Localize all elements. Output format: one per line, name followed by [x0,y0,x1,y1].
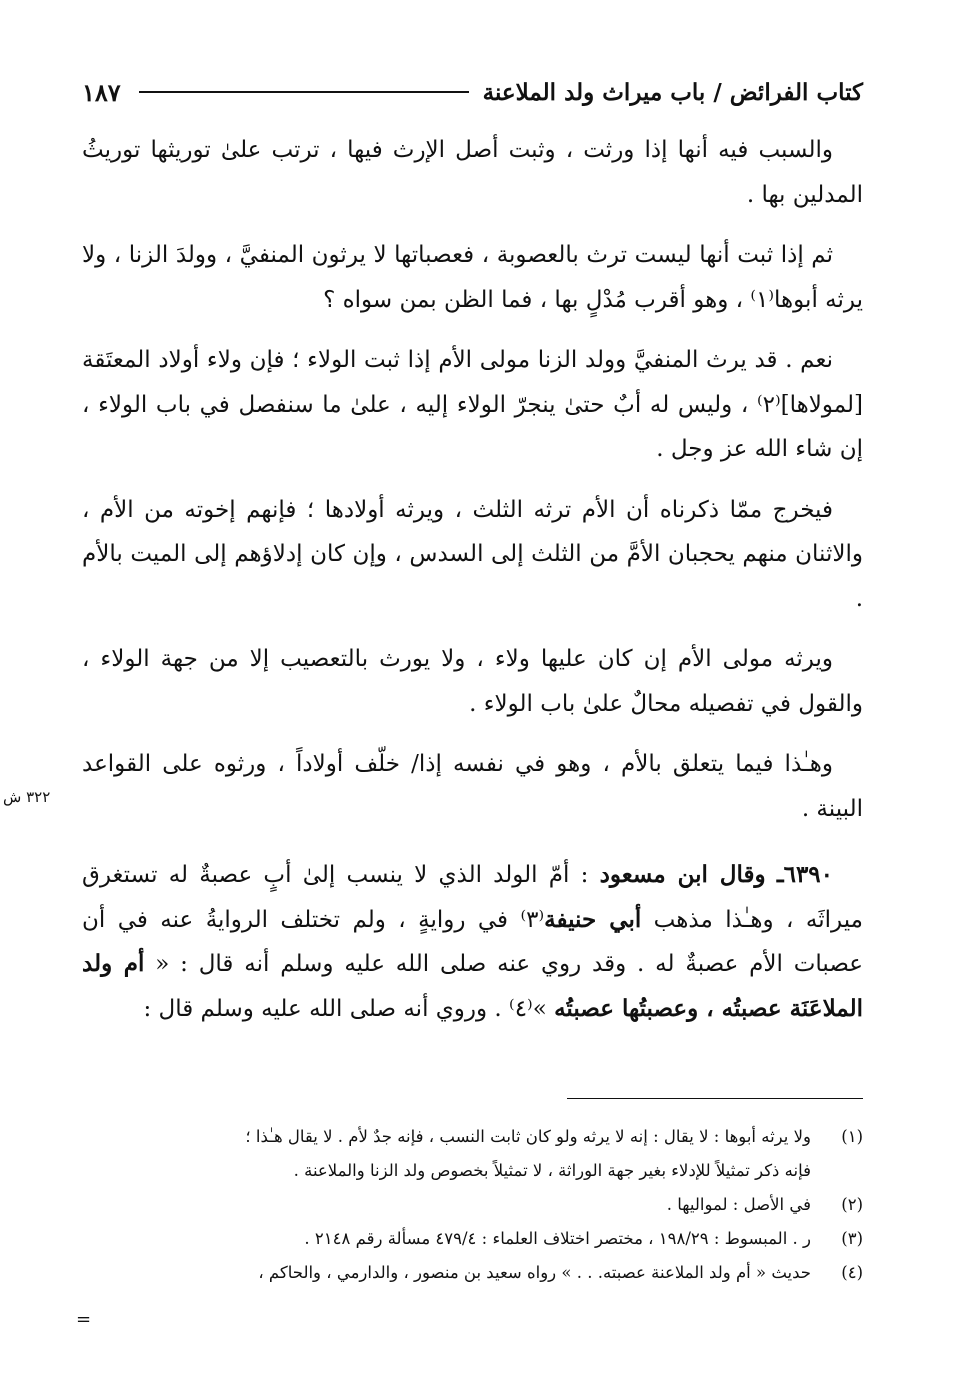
paragraph-1 [82,128,863,217]
margin-reference: ٣٢٢ ش [3,788,51,806]
footnote-text: في الأصل : لمواليها . [666,1195,811,1214]
footnote-4 [82,1256,863,1290]
paragraph-6390-text-c: »⁽٤⁾ . وروي أنه صلى الله عليه وسلم قال : [143,995,555,1022]
page-number: ١٨٧ [82,77,121,107]
footnotes [82,1120,863,1290]
hadith-text: أم ولد الملاعَنَة عصبتُه ، وعصبتُها عصبتُه [82,950,863,1022]
running-header [82,70,863,114]
paragraph-2-text: ثم إذا ثبت أنها ليست ترث بالعصوبة ، فعصباتها لا يرثون المنفيَّ ، وولدَ الزنا ، ولا يرثه أبوها⁽١⁾ ، وهو أقرب مُدْلٍ بها ، فما الظن بمن سواه ؟ [82,242,863,313]
footnote-1-continuation: فإنه ذكر تمثيلاً للإدلاء بغير جهة الوراثة ، لا تمثيلاً بخصوص ولد الزنا والملاعنة . [293,1161,811,1180]
paragraph-3-text: نعم . قد يرث المنفيَّ وولد الزنا مولى الأم إذا ثبت الولاء ؛ فإن ولاء أولاد المعتَقة [لمولاها]⁽٢⁾ ، وليس له أبٌ حتىٰ ينجرّ الولاء إليه ، علىٰ ما سنفصل في باب الولاء ، إن شاء الله عز وجل . [82,347,863,462]
header-rule [139,91,469,93]
speaker-name: وقال ابن مسعود [599,861,766,888]
footnote-1 [82,1120,863,1154]
paragraph-1-text: والسبب فيه أنها إذا ورثت ، وثبت أصل الإرث فيها ، ترتب علىٰ توريثها توريثُ المدلين بها . [82,137,863,208]
footnote-number: (١) [841,1127,863,1146]
footnote-number: (٢) [841,1195,863,1214]
paragraph-4 [82,488,863,622]
main-text [82,128,863,1047]
paragraph-6390-text-b: ⁽٣⁾ في روايةٍ ، ولم تختلف الروايةُ عنه في أن عصبات الأم عصبةٌ له . وقد روي عنه صلى الله عليه وسلم أنه قال : « [82,906,863,977]
paragraph-5-text: ويرثه مولى الأم إن كان عليها ولاء ، ولا يورث بالتعصيب إلا من جهة الولاء ، والقول في تفصيله محالٌ علىٰ باب الولاء . [82,646,863,717]
paragraph-6390 [82,853,863,1031]
footnote-number: (٤) [841,1263,863,1282]
footnote-separator [567,1098,863,1099]
paragraph-5 [82,637,863,726]
footnote-text: حديث « أم ولد الملاعنة عصبته. . . » رواه سعيد بن منصور ، والدارمي ، والحاكم ، [258,1263,811,1282]
paragraph-3 [82,338,863,472]
paragraph-2 [82,233,863,322]
chapter-title: كتاب الفرائض / باب ميراث ولد الملاعنة [482,78,863,106]
issue-number: ٦٣٩٠ـ [776,861,834,888]
paragraph-4-text: فيخرج ممّا ذكرناه أن الأم ترثه الثلث ، ويرثه أولادها ؛ فإنهم إخوته من الأم ، والاثنان منهم يحجبان الأمَّ من الثلث إلى السدس ، وإن كان إدلاؤهم إلى الميت بالأم . [82,496,863,612]
paragraph-6-text: وهـٰذا فيما يتعلق بالأم ، وهو في نفسه إذا/ خلّف أولاداً ، ورثوه على القواعد البينة . [82,751,863,822]
footnote-3 [82,1222,863,1256]
footnote-text: ر . المبسوط : ١٩٨/٢٩ ، مختصر اختلاف العلماء : ٤٧٩/٤ مسألة رقم ٢١٤٨ . [304,1229,811,1248]
footnote-number: (٣) [841,1229,863,1248]
paragraph-6 [82,742,863,831]
abu-hanifa-name: أبي حنيفة [544,905,642,933]
footnote-2 [82,1188,863,1222]
paragraph-6390-text-a: : أمّ الولد الذي لا ينسب إلىٰ أبٍ عصبةٌ له تستغرق ميراثَه ، وهـٰذا مذهب [82,862,863,933]
footnote-text: ولا يرثه أبوها : لا يقال : إنه لا يرثه ولو كان ثابت النسب ، فإنه جدٌ لأم . لا يقال هـٰذا ؛ [245,1127,811,1146]
continuation-mark: = [76,1309,92,1330]
